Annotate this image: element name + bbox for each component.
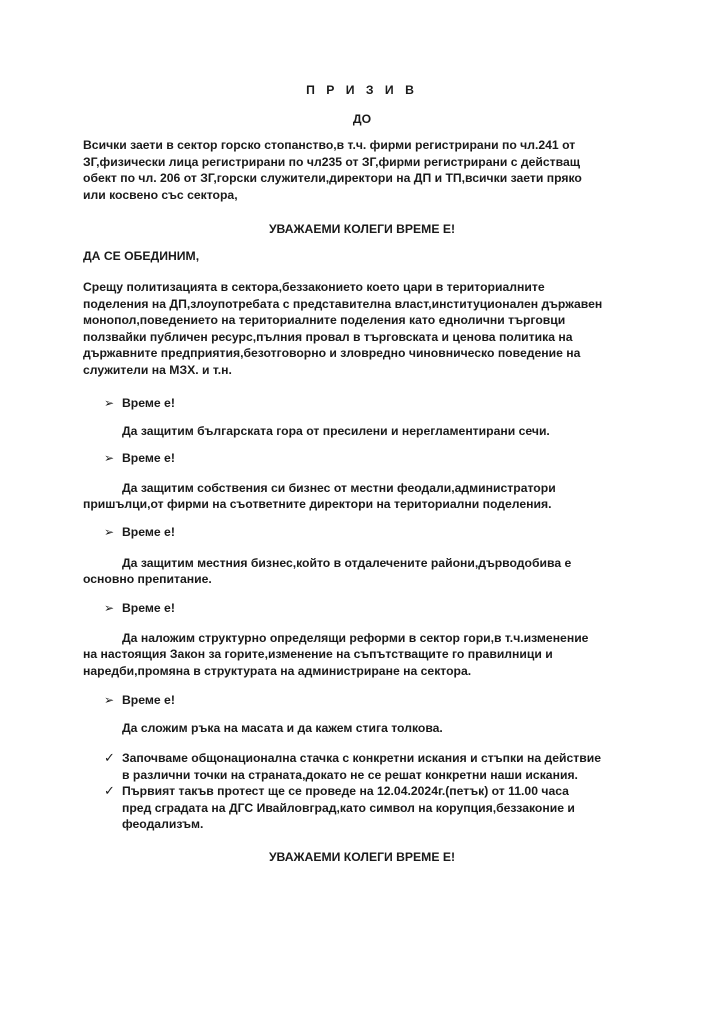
time-label: Време е! — [122, 451, 175, 465]
against-line: ползвайки публичен ресурс,пълния провал в търговската и ценова политика на — [83, 329, 573, 344]
point-line: Да наложим структурно определящи реформи в сектор гори,в т.ч.изменение — [122, 631, 589, 645]
document-to: ДО — [352, 112, 372, 126]
addressees-line: или косвено със сектора, — [83, 187, 238, 202]
addressees-line: ЗГ,физически лица регистрирани по чл235 от ЗГ,фирми регистрирани с действащ — [83, 154, 581, 169]
addressees-line: обект по чл. 206 от ЗГ,горски служители,директори на ДП и ТП,всички заети пряко — [83, 171, 582, 185]
slogan-heading: УВАЖАЕМИ КОЛЕГИ ВРЕМЕ Е! — [268, 222, 456, 236]
point-line: Да сложим ръка на масата и да кажем стига толкова. — [122, 721, 443, 735]
action-line: пред сградата на ДГС Ивайловград,като символ на корупция,беззаконие и — [122, 800, 575, 815]
time-bullet — [104, 601, 175, 615]
closing-heading: УВАЖАЕМИ КОЛЕГИ ВРЕМЕ Е! — [268, 850, 456, 864]
action-line: феодализъм. — [122, 817, 204, 831]
action-line: Започваме общонационална стачка с конкретни искания и стъпки на действие — [122, 751, 602, 765]
arrowhead-bullet-icon: ➢ — [104, 451, 115, 465]
time-bullet — [104, 451, 175, 465]
addressees-line: Всички заети в сектор горско стопанство,в т.ч. фирми регистрирани по чл.241 от — [83, 138, 576, 152]
action-line: Първият такъв протест ще се проведе на 12.04.2024г.(петък) от 11.00 часа — [122, 784, 569, 798]
point-line: Да защитим местния бизнес,който в отдалечените райони,дърводобива е — [122, 556, 572, 570]
point-line: Да защитим собствения си бизнес от местни феодали,администратори — [122, 481, 556, 495]
point-line: пришълци,от фирми на съответните директори на териториални поделения. — [83, 497, 552, 511]
arrowhead-bullet-icon: ➢ — [104, 693, 115, 707]
point-paragraph — [122, 630, 642, 647]
point-paragraph — [122, 720, 642, 737]
point-line: наредби,промяна в структурата на администриране на сектора. — [83, 664, 472, 678]
time-label: Време е! — [122, 396, 175, 410]
time-label: Време е! — [122, 693, 175, 707]
time-bullet — [104, 693, 175, 707]
arrowhead-bullet-icon: ➢ — [104, 601, 115, 615]
against-line: поделения на ДП,злоупотребата с представителна власт,институционален държавен — [83, 296, 603, 311]
point-paragraph — [122, 555, 642, 572]
point-line: Да защитим българската гора от пресилени и нерегламентирани сечи. — [122, 424, 550, 438]
time-bullet — [104, 396, 175, 410]
document-title: П Р И З И В — [306, 83, 418, 97]
against-line: монопол,поведението на териториалните поделения като еднолични търговци — [83, 313, 566, 327]
checkmark-bullet-icon: ✓ — [104, 783, 115, 798]
against-line: служители на МЗХ. и т.н. — [83, 362, 232, 377]
point-line: основно препитание. — [83, 572, 212, 586]
against-paragraph — [83, 279, 643, 378]
against-line: държавните предприятия,безотговорно и зловредно чиновническо поведение на — [83, 346, 581, 360]
checkmark-bullet-icon: ✓ — [104, 750, 115, 765]
time-label: Време е! — [122, 601, 175, 615]
arrowhead-bullet-icon: ➢ — [104, 525, 115, 539]
addressees-paragraph — [83, 137, 643, 203]
unite-heading: ДА СЕ ОБЕДИНИМ, — [83, 249, 200, 263]
against-line: Срещу политизацията в сектора,беззаконието което цари в териториалните — [83, 280, 545, 294]
action-item — [122, 783, 575, 833]
point-paragraph — [122, 480, 642, 497]
point-paragraph — [122, 423, 642, 440]
action-line: в различни точки на страната,докато не се решат конкретни наши искания. — [122, 767, 578, 782]
arrowhead-bullet-icon: ➢ — [104, 396, 115, 410]
action-item — [122, 750, 601, 783]
time-label: Време е! — [122, 525, 175, 539]
point-line: на настоящия Закон за горите,изменение на съпътстващите го правилници и — [83, 647, 553, 661]
time-bullet — [104, 525, 175, 539]
